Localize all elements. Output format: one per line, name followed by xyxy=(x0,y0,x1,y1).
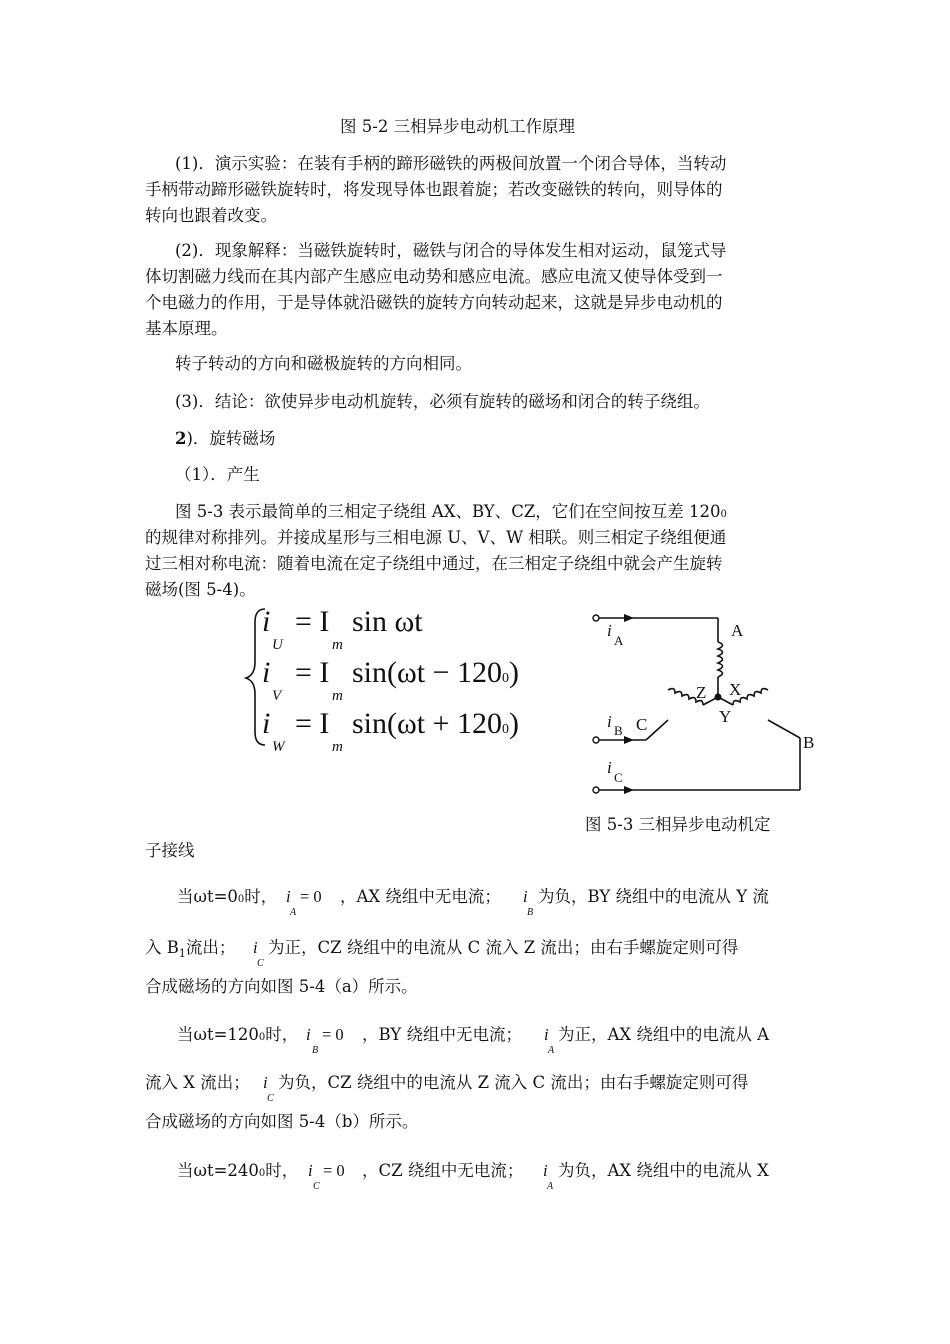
text-e-sub: 1 xyxy=(178,947,186,960)
eq-var: i xyxy=(262,707,271,740)
var-ib: i xyxy=(306,1025,311,1044)
text-segment xyxy=(177,1025,298,1048)
text-line: 磁场(图 5-4)。 xyxy=(145,580,256,599)
figure-caption-5-2: 图 5-2 三相异步电动机工作原理 xyxy=(340,117,576,136)
text-line: 过三相对称电流：随着电流在定子绕组中通过，在三相定子绕组中就会产生旋转 xyxy=(145,554,723,573)
var-ic-sub: C xyxy=(313,1181,320,1192)
degree-sup: 0 xyxy=(237,894,245,905)
figure-caption-5-3: 图 5-3 三相异步电动机定 xyxy=(585,815,771,834)
equation-w-sub: W xyxy=(272,739,285,755)
terminal-label-y: Y xyxy=(719,707,732,726)
equation-u-eq: = I xyxy=(295,605,330,638)
text-a: 当ωt=240 xyxy=(177,1161,259,1180)
text-g: 为正，CZ 绕组中的电流从 C 流入 Z 流出；由右手螺旋定则可得 xyxy=(268,938,739,957)
rhs-text: sin(ωt + 120 xyxy=(352,707,502,740)
terminal-label-z: Z xyxy=(696,683,707,702)
text-b: 时， xyxy=(265,1025,299,1044)
text-a: 当ωt=0 xyxy=(177,887,238,906)
var-ic-sub: C xyxy=(267,1093,274,1104)
text-line: (1)．演示实验：在装有手柄的蹄形磁铁的两极间放置一个闭合导体，当转动 xyxy=(175,154,727,173)
degree-sup: 0 xyxy=(502,671,509,686)
rhs-text: sin(ωt − 120 xyxy=(352,656,502,689)
text-c: ，AX 绕组中无电流； xyxy=(340,887,501,906)
heading-text: )．旋转磁场 xyxy=(186,429,276,448)
var-ib-eq: = 0 xyxy=(322,1025,344,1044)
terminal-label-x: X xyxy=(729,680,742,699)
var-ic: i xyxy=(253,938,258,957)
text-line: (2)．现象解释：当磁铁旋转时，磁铁与闭合的导体发生相对运动，鼠笼式导 xyxy=(175,241,727,260)
text-line: 个电磁力的作用，于是导体就沿磁铁的旋转方向转动起来，这就是异步电动机的 xyxy=(145,293,723,312)
var-ic-eq: = 0 xyxy=(323,1161,345,1180)
var-ia: i xyxy=(543,1161,548,1180)
equation-w-m: m xyxy=(332,739,343,755)
eq-var: i xyxy=(262,656,271,689)
text-h: 合成磁场的方向如图 5-4（a）所示。 xyxy=(145,977,418,996)
text-e xyxy=(145,938,235,960)
text-d: 为负，AX 绕组中的电流从 X xyxy=(558,1161,769,1180)
equation-u-m: m xyxy=(332,637,343,653)
text-d: 为正，AX 绕组中的电流从 A xyxy=(558,1025,770,1044)
terminal-label-c: C xyxy=(636,715,648,734)
var-ia-sub: A xyxy=(290,907,297,918)
equation-v-eq: = I xyxy=(295,656,330,689)
paragraph-conclusion: (3)．结论：欲使异步电动机旋转，必须有旋转的磁场和闭合的转子绕组。 xyxy=(175,392,710,411)
equation-w-eq: = I xyxy=(295,707,330,740)
text-line: 手柄带动蹄形磁铁旋转时，将发现导体也跟着旋；若改变磁铁的转向，则导体的 xyxy=(145,180,723,199)
text-line: 的规律对称排列。并接成星形与三相电源 U、V、W 相联。则三相定子绕组便通 xyxy=(145,528,727,547)
var-ib-sub: B xyxy=(527,907,534,918)
text-h: 合成磁场的方向如图 5-4（b）所示。 xyxy=(145,1112,419,1131)
text-b: 时， xyxy=(244,887,278,906)
current-label-a: i xyxy=(607,621,612,640)
text-f: 流出； xyxy=(185,938,236,957)
terminal-label-a: A xyxy=(731,621,744,640)
text-line: 基本原理。 xyxy=(145,319,228,338)
equation-v-sub: V xyxy=(272,688,282,704)
text-g: 为负，CZ 绕组中的电流从 Z 流入 C 流出；由右手螺旋定则可得 xyxy=(278,1073,749,1092)
var-ib-sub: B xyxy=(312,1045,319,1056)
rhs-close: ) xyxy=(509,707,519,740)
degree-sup: 0 xyxy=(502,722,509,737)
text-line: 体切割磁力线而在其内部产生感应电动势和感应电流。感应电流又使导体受到一 xyxy=(145,267,723,286)
var-ic: i xyxy=(308,1161,313,1180)
var-ia-eq: = 0 xyxy=(300,887,322,906)
text-b: 时， xyxy=(265,1161,299,1180)
eq-var: i xyxy=(262,605,271,638)
text-e-main: 入 B xyxy=(145,938,179,957)
current-sub-b: B xyxy=(614,723,623,738)
subsection-heading-generation: （1）．产生 xyxy=(175,465,260,484)
var-ib: i xyxy=(523,887,528,906)
heading-number: 2 xyxy=(175,429,187,448)
var-ia-sub: A xyxy=(548,1045,555,1056)
equation-u-sub: U xyxy=(272,637,283,653)
text-d: 为负，BY 绕组中的电流从 Y 流 xyxy=(538,887,769,906)
var-ic-sub: C xyxy=(257,958,264,969)
var-ic: i xyxy=(263,1073,268,1092)
current-sub-c: C xyxy=(614,770,623,785)
text-c: ，BY 绕组中无电流； xyxy=(362,1025,522,1044)
var-ia: i xyxy=(544,1025,549,1044)
current-label-b: i xyxy=(607,712,612,731)
rhs-close: ) xyxy=(509,656,519,689)
text-line: 转向也跟着改变。 xyxy=(145,206,277,225)
degree-superscript: 0 xyxy=(720,509,727,520)
var-ia: i xyxy=(286,887,291,906)
text-segment xyxy=(177,1161,298,1184)
paragraph-rotation-direction: 转子转动的方向和磁极旋转的方向相同。 xyxy=(175,354,472,373)
degree-sup: 0 xyxy=(258,1168,266,1179)
current-sub-a: A xyxy=(614,633,624,648)
text-segment xyxy=(177,887,277,910)
degree-sup: 0 xyxy=(258,1032,266,1043)
text-c: ，CZ 绕组中无电流； xyxy=(362,1161,524,1180)
equation-v-m: m xyxy=(332,688,343,704)
var-ia-sub: A xyxy=(547,1181,554,1192)
text-line-content: 图 5-3 表示最简单的三相定子绕组 AX、BY、CZ，它们在空间按互差 120 xyxy=(175,502,721,521)
equation-u-rhs: sin ωt xyxy=(352,605,423,638)
text-a: 当ωt=120 xyxy=(177,1025,259,1044)
figure-caption-5-3-continued: 子接线 xyxy=(145,841,195,860)
text-e: 流入 X 流出； xyxy=(145,1073,250,1092)
current-label-c: i xyxy=(607,758,612,777)
terminal-label-b: B xyxy=(803,733,815,752)
